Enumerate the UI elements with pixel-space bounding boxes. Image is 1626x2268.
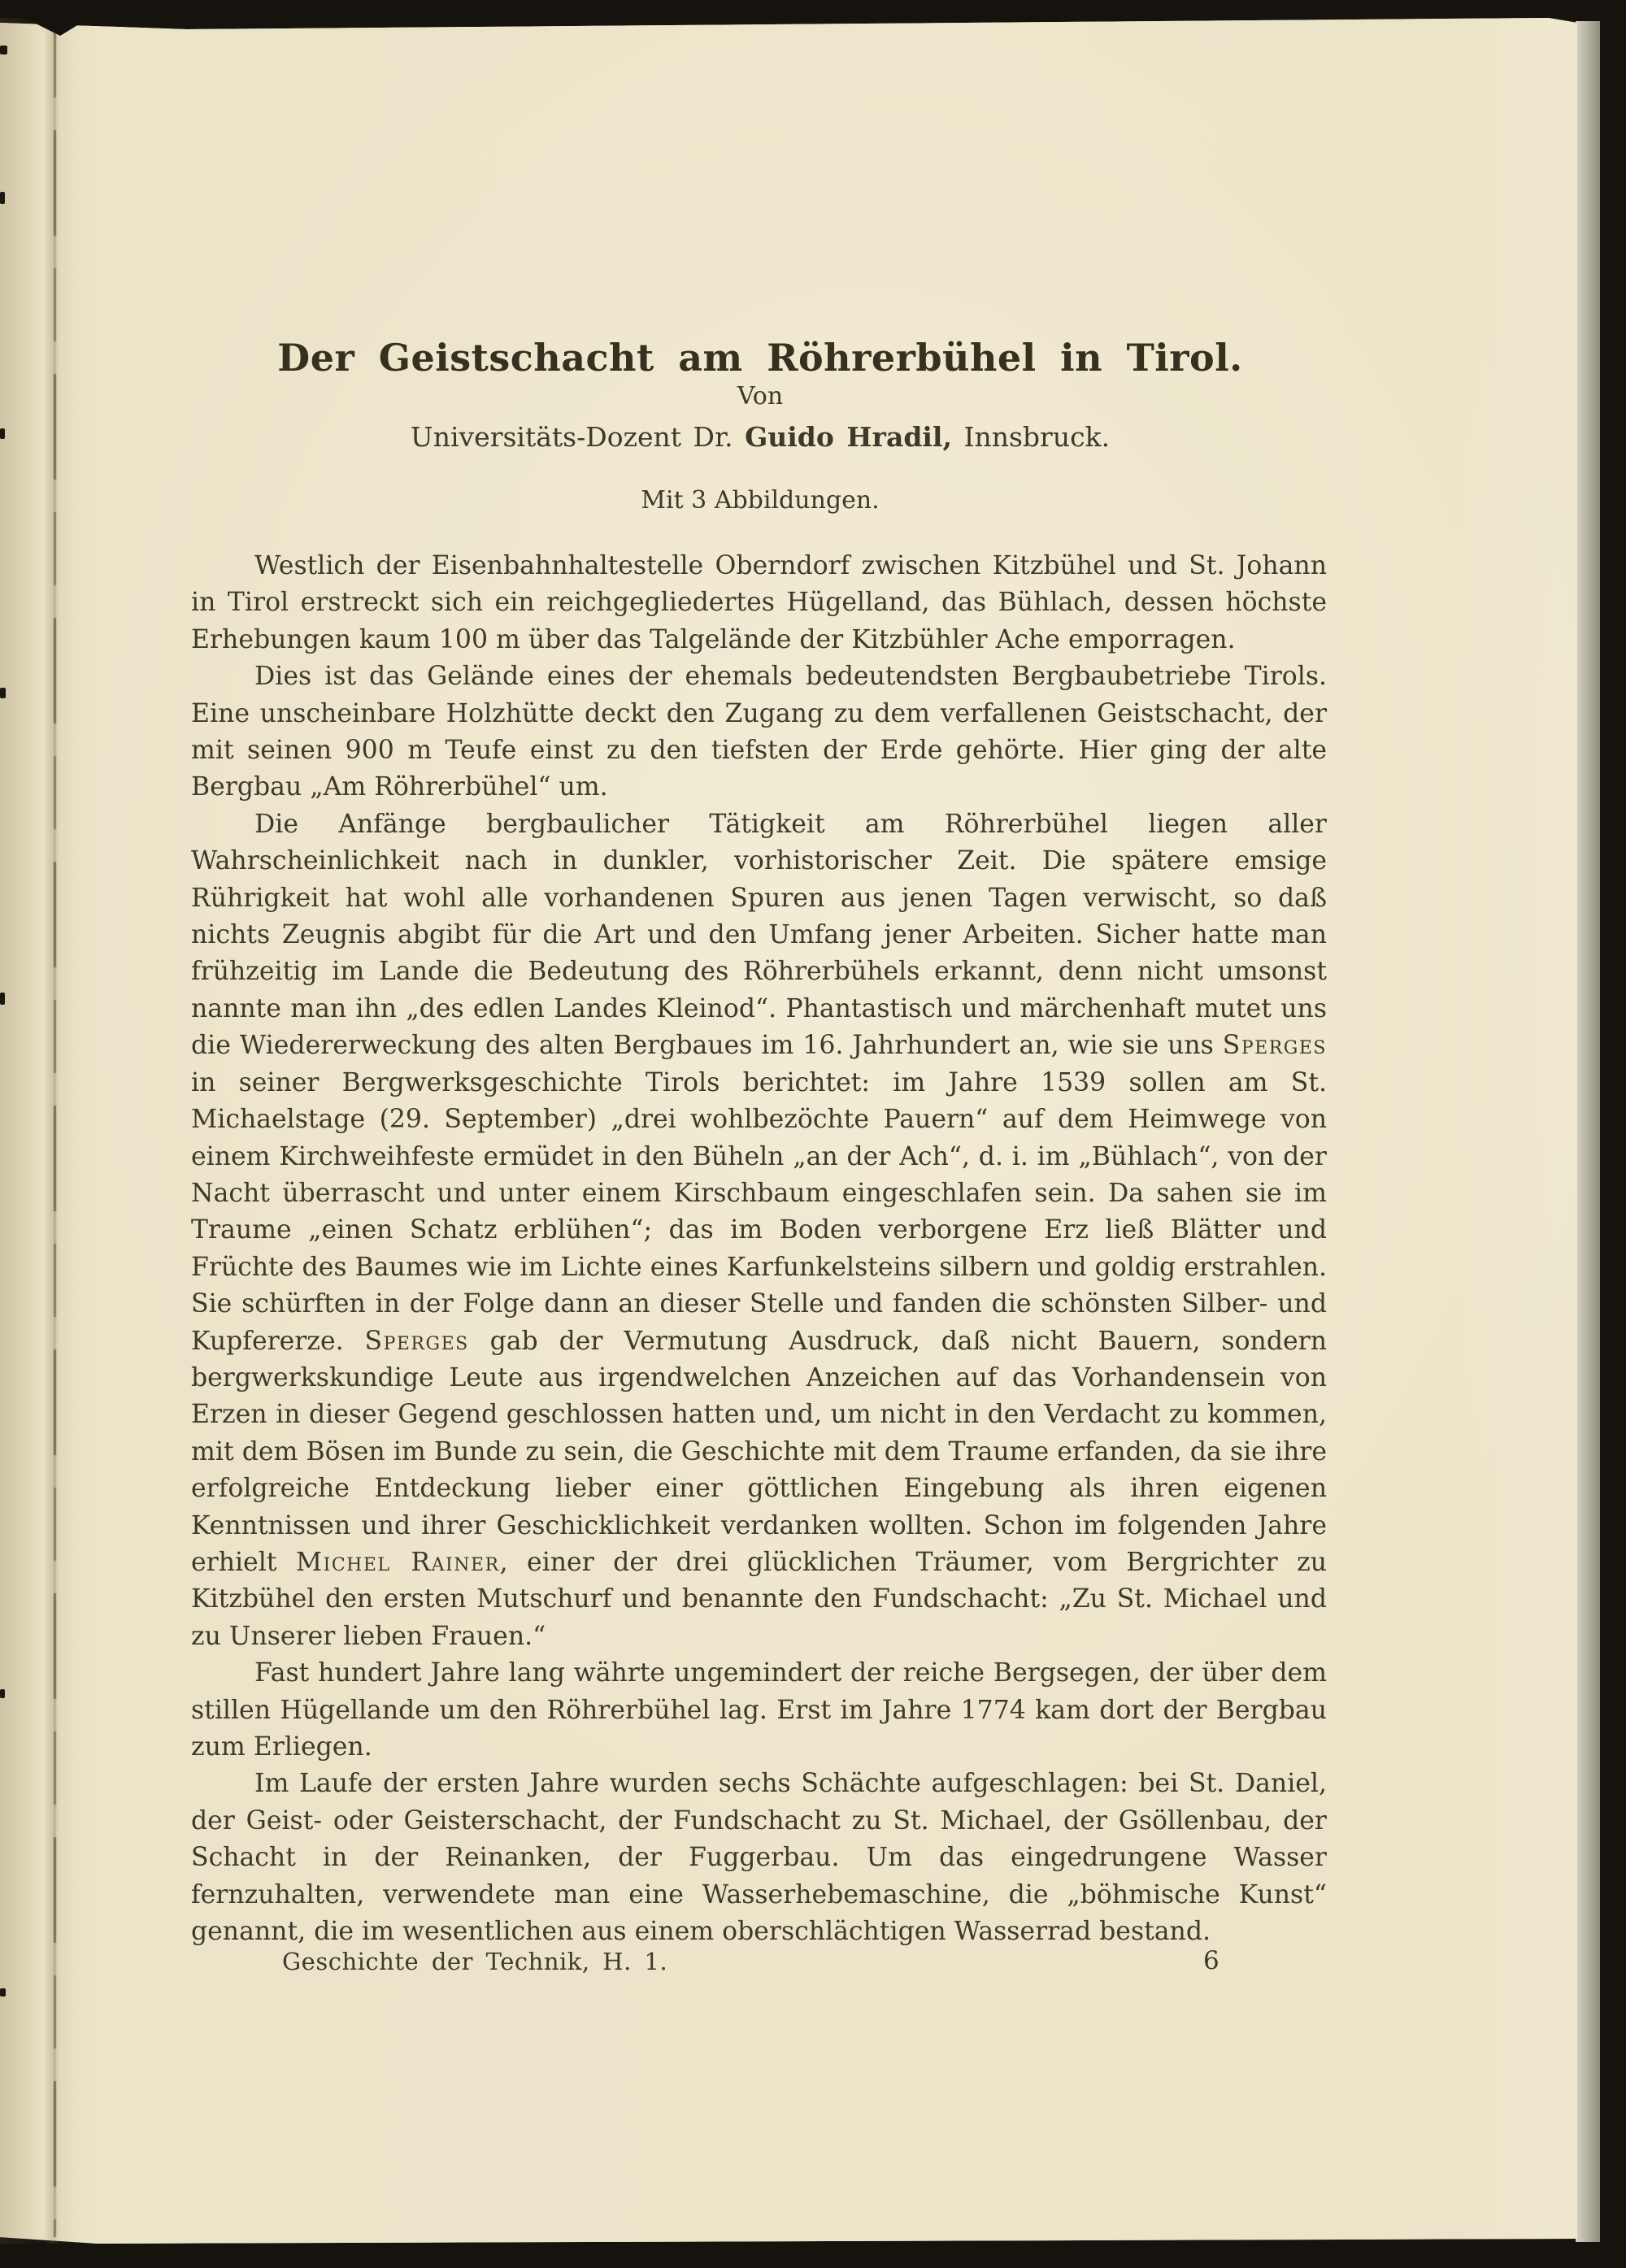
figures-note: Mit 3 Abbildungen.: [641, 486, 880, 515]
author-line: [191, 421, 1329, 453]
text-segment: Dies ist das Gelände eines der ehemals bedeutendsten Bergbaubetriebe Tirols. Eine unscheinbare Holzhütte deckt den Zugang zu dem verfallenen Geistschacht, der mit seinen 900 m Teufe einst zu den tiefsten der Erde gehörte. Hier ging der alte Bergbau „Am Röhrerbühel“ um.: [191, 662, 1327, 802]
page-stack-edge: [1576, 21, 1600, 2242]
text-segment: Fast hundert Jahre lang währte ungemindert der reiche Bergsegen, der über dem stillen Hügellande um den Röhrerbühel lag. Erst im Jahre 1774 kam dort der Bergbau zum Erliegen.: [191, 1658, 1327, 1762]
text-segment: , einer der drei glücklichen Träumer, vom Bergrichter zu Kitzbühel den ersten Mutschurf und benannte den Fundschacht: „Zu St. Michael und zu Unserer lieben Frauen.“: [191, 1547, 1327, 1651]
text-segment: Im Laufe der ersten Jahre wurden sechs Schächte aufgeschlagen: bei St. Daniel, der Geist- oder Geisterschacht, der Fundschacht zu St. Michael, der Gsöllenbau, der Schacht in der Reinanken, der Fuggerbau. Um das eingedrungene Wasser fernzuhalten, verwendete man eine Wasserhebemaschine, die „böhmische Kunst“ genannt, die im wesentlichen aus einem oberschlächtigen Wasserrad bestand.: [191, 1769, 1327, 1947]
byline-intro: Von: [737, 382, 784, 411]
author-prefix: Universitäts-Dozent Dr.: [410, 421, 746, 453]
text-segment: gab der Vermutung Ausdruck, daß nicht Bauern, sondern bergwerkskundige Leute aus irgendwelchen Anzeichen auf das Vorhandensein von Erzen in dieser Gegend geschlossen hatten und, um nicht in den Verdacht zu kommen, mit dem Bösen im Bunde zu sein, die Geschichte mit dem Traume erfanden, da sie ihre erfolgreiche Entdeckung lieber einer göttlichen Eingebung als ihren eigenen Kenntnissen und ihrer Geschicklichkeit verdanken wollten. Schon im folgenden Jahre erhielt: [191, 1326, 1327, 1577]
scan-speck: [0, 1689, 5, 1698]
scan-speck: [0, 428, 5, 439]
text-segment: Westlich der Eisenbahnhaltestelle Oberndorf zwischen Kitzbühel und St. Johann in Tirol erstreckt sich ein reichgegliedertes Hügelland, das Bühlach, dessen höchste Erhebungen kaum 100 m über das Talgelände der Kitzbühler Ache emporragen.: [191, 551, 1327, 654]
paragraph: [191, 1766, 1327, 1950]
text-segment: Die Anfänge bergbaulicher Tätigkeit am Röhrerbühel liegen aller Wahrscheinlichkeit nach in dunkler, vorhistorischer Zeit. Die spätere emsige Rührigkeit hat wohl alle vorhandenen Spuren aus jenen Tagen verwischt, so daß nichts Zeugnis abgibt für die Art und den Umfang jener Arbeiten. Sicher hatte man frühzeitig im Lande die Bedeutung des Röhrerbühels erkannt, denn nicht umsonst nannte man ihn „des edlen Landes Kleinod“. Phantastisch und märchenhaft mutet uns die Wiedererweckung des alten Bergbaues im 16. Jahrhundert an, wie sie uns: [191, 809, 1327, 1061]
paragraph: [191, 1655, 1327, 1766]
text-segment: in seiner Bergwerksgeschichte Tirols berichtet: im Jahre 1539 sollen am St. Michaelstage (29. September) „drei wohlbezöchte Pauern“ auf dem Heimwege von einem Kirchweihfeste ermüdet in den Büheln „an der Ach“, d. i. im „Bühlach“, von der Nacht überrascht und unter einem Kirschbaum eingeschlafen sein. Da sahen sie im Traume „einen Schatz erblühen“; das im Boden verborgene Erz ließ Blätter und Früchte des Baumes wie im Lichte eines Karfunkelsteins silbern und goldig erstrahlen. Sie schürften in der Folge dann an dieser Stelle und fanden die schönsten Silber- und Kupfererze.: [191, 1067, 1327, 1356]
paragraph: [191, 548, 1327, 658]
text-segment: Sperges: [364, 1326, 469, 1356]
author-suffix: Innsbruck.: [951, 421, 1111, 453]
author-name: Guido Hradil,: [745, 421, 952, 453]
paragraph: [191, 806, 1327, 1655]
gutter-shadow: [0, 18, 98, 2244]
page-number: 6: [1203, 1946, 1220, 1975]
scan-speck: [0, 1988, 6, 1996]
scan-speck: [0, 192, 5, 204]
running-footer: Geschichte der Technik, H. 1.: [282, 1948, 668, 1975]
scan-speck: [0, 688, 6, 698]
text-segment: Sperges: [1222, 1031, 1327, 1061]
text-segment: Michel Rainer: [295, 1547, 500, 1577]
gutter-fold-line: [54, 24, 56, 2237]
article-body: [191, 548, 1327, 1950]
article-title: Der Geistschacht am Röhrerbühel in Tirol.: [277, 335, 1243, 380]
scan-speck: [0, 46, 7, 54]
scan-speck: [0, 993, 5, 1005]
paragraph: [191, 658, 1327, 806]
